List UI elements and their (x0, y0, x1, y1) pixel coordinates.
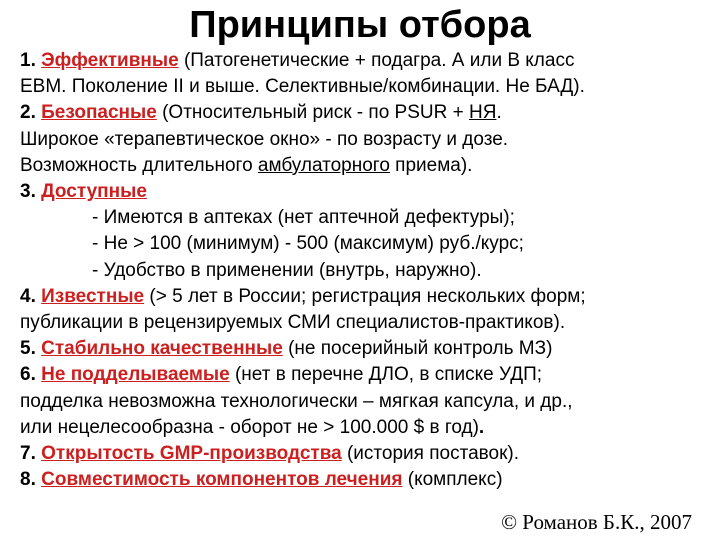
item-1-text: (Патогенетические + подагра. А или В класс (178, 50, 575, 71)
item-2-ambulatory: амбулаторного (257, 154, 390, 176)
item-7-key: Открытость GMP-производства (41, 443, 342, 465)
item-7-line-1 (20, 441, 710, 467)
item-8-key: Совместимость компонентов лечения (41, 469, 403, 491)
item-6-key: Не подделываемые (41, 364, 230, 386)
item-2-key: Безопасные (41, 102, 157, 124)
item-number: 7. (20, 443, 36, 465)
item-5-text: (не посерийный контроль МЗ) (282, 338, 553, 360)
item-4-line-1 (20, 284, 710, 310)
item-number: 3. (20, 181, 36, 203)
item-6-line-3 (20, 415, 710, 441)
item-6-text: (нет в перечне ДЛО, в списке УДП; (229, 364, 543, 386)
item-2-text: (Относительный риск - по PSUR + (156, 102, 469, 124)
item-6-text-a: или нецелесообразна - оборот не > 100.000 $ в год) (20, 416, 479, 438)
item-7-text: (история поставок). (341, 443, 520, 465)
item-number: 5. (20, 338, 36, 360)
item-8-text: (комплекс) (402, 469, 503, 491)
item-4-key: Известные (41, 285, 145, 307)
item-3-sub-1: - Имеются в аптеках (нет аптечной дефектуры); (92, 207, 515, 229)
item-1-line-1 (20, 48, 710, 74)
item-8-line-1 (20, 467, 710, 493)
item-3-key: Доступные (41, 181, 147, 203)
item-2-dot: . (496, 102, 502, 124)
slide-title: Принципы отбора (189, 4, 531, 46)
item-3-sub-3: - Удобство в применении (внутрь, наружно). (92, 259, 482, 281)
item-2-text-a: Возможность длительного (20, 154, 258, 176)
item-3-line-1 (20, 179, 710, 205)
item-2-line-1 (20, 100, 710, 126)
item-2-text-c: приема). (389, 154, 473, 176)
item-6-line-1 (20, 362, 710, 388)
item-2-line-3 (20, 153, 710, 179)
item-6-line-2: подделка невозможна технологически – мягкая капсула, и др., (20, 390, 573, 412)
item-number: 6. (20, 364, 36, 386)
item-number: 8. (20, 469, 36, 491)
item-4-line-2: публикации в рецензируемых СМИ специалистов-практиков). (20, 312, 566, 334)
item-5-line-1 (20, 336, 710, 362)
item-number: 1. (20, 50, 36, 71)
item-number: 2. (20, 102, 36, 124)
item-number: 4. (20, 285, 36, 307)
item-2-line-2: Широкое «терапевтическое окно» - по возрасту и дозе. (20, 128, 509, 150)
copyright-notice: © Романов Б.К., 2007 (501, 510, 692, 534)
item-4-text: (> 5 лет в России; регистрация нескольких форм; (144, 285, 586, 307)
item-2-abbr: НЯ (469, 102, 497, 124)
item-1-key: Эффективные (41, 50, 179, 71)
item-5-key: Стабильно качественные (41, 338, 283, 360)
item-1-line-2: EBM. Поколение II и выше. Селективные/комбинации. Не БАД). (20, 76, 585, 98)
item-3-sub-2: - Не > 100 (минимум) - 500 (максимум) руб./курс; (92, 233, 524, 255)
item-6-period: . (478, 416, 485, 438)
principles-list (20, 48, 710, 493)
